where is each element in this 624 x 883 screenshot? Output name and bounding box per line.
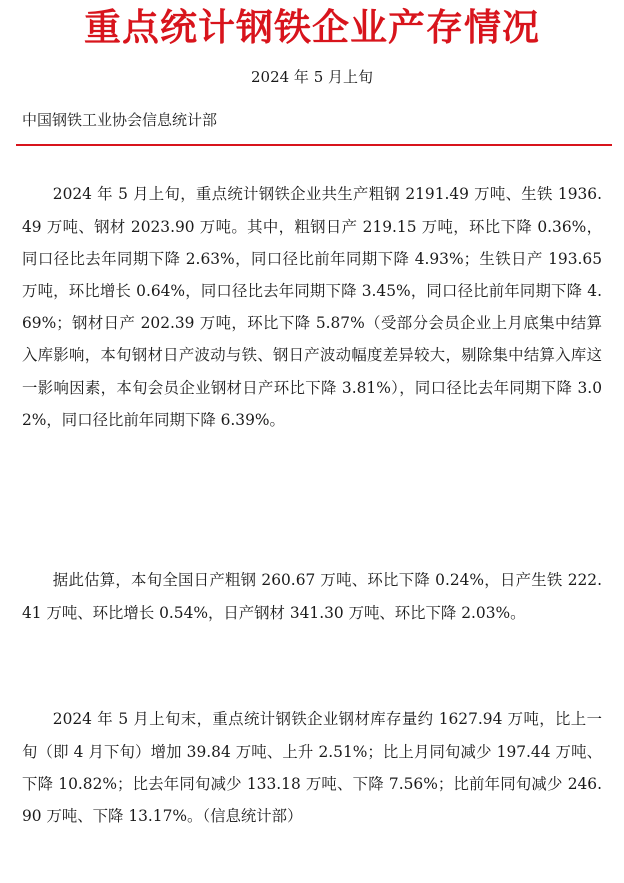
national-estimate-paragraph: 据此估算，本旬全国日产粗钢 260.67 万吨、环比下降 0.24%，日产生铁 222.41 万吨、环比增长 0.54%，日产钢材 341.30 万吨、环比下降 2.03%。 — [22, 571, 602, 622]
production-paragraph: 2024 年 5 月上旬，重点统计钢铁企业共生产粗钢 2191.49 万吨、生铁 1936.49 万吨、钢材 2023.90 万吨。其中，粗钢日产 219.15 万吨，环比下降 0.36%，同口径比去年同期下降 2.63%，同口径比前年同期下降 4.93%；生铁日产 193.65 万吨，环比增长 0.64%，同口径比去年同期下降 3.45%，同口径比前年同期下降 4.69%；钢材日产 202.39 万吨，环比下降 5.87%（受部分会员企业上月底集中结算入库影响，本旬钢材日产波动与铁、钢日产波动幅度差异较大，剔除集中结算入库这一影响因素，本旬会员企业钢材日产环比下降 3.81%），同口径比去年同期下降 3.02%，同口径比前年同期下降 6.39%。 — [22, 185, 602, 429]
inventory-paragraph: 2024 年 5 月上旬末，重点统计钢铁企业钢材库存量约 1627.94 万吨，比上一旬（即 4 月下旬）增加 39.84 万吨、上升 2.51%；比上月同旬减少 197.44 万吨、下降 10.82%；比去年同旬减少 133.18 万吨、下降 7.56%；比前年同旬减少 246.90 万吨、下降 13.17%。（信息统计部） — [22, 710, 602, 825]
issuing-department: 中国钢铁工业协会信息统计部 — [22, 111, 218, 129]
report-period: 2024 年 5 月上旬 — [250, 68, 374, 86]
document-title: 重点统计钢铁企业产存情况 — [84, 6, 540, 49]
header-divider — [16, 144, 612, 146]
